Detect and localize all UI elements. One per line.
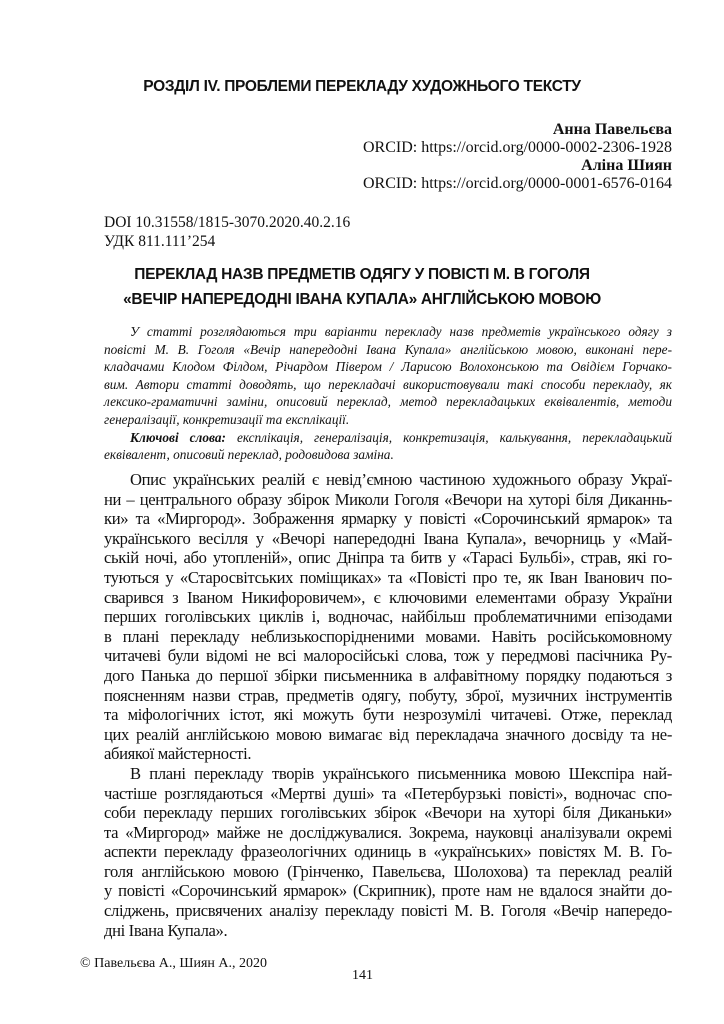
text-line: дні Івана Купала». (104, 920, 228, 940)
keywords-line (104, 429, 672, 447)
text-line: в плані перекладу неблизькоспорідненими мовами. Навіть російськомовному (104, 626, 672, 646)
keywords-text: експлікація, генералізація, конкретизація, калькування, перекладацький (225, 429, 672, 445)
abstract-line: генералізації, конкретизації та експлікації. (104, 411, 350, 427)
text-line: ській ночі, або утопленій», опис Дніпра та битв у «Тарасі Бульбі», страв, які го- (104, 548, 672, 568)
text-line: ни – центрального образу збірок Миколи Гоголя «Вечори на хуторі біля Диканнь- (104, 489, 672, 509)
page-number: 141 (352, 968, 373, 983)
doi-block (104, 213, 350, 251)
text-line: дого Панька до першої збірки письменника в алфавітному порядку подаються з (104, 665, 672, 685)
text-line: українського весілля у «Вечорі напередодні Івана Купала», вечорниць у «Май- (104, 528, 672, 548)
text-line: сварився з Іваном Никифоровичем», є ключовими елементами образу України (104, 587, 672, 607)
article-title (0, 262, 724, 312)
section-title: РОЗДІЛ IV. ПРОБЛЕМИ ПЕРЕКЛАДУ ХУДОЖНЬОГО ТЕКСТУ (143, 78, 581, 95)
text-line: читачеві були відомі не всі малоросійські слова, тож у передмові пасічника Ру- (104, 646, 672, 666)
keywords-line: еквівалент, описовий переклад, родовидова заміна. (104, 447, 394, 463)
paragraph-1 (104, 470, 672, 764)
text-line: соби перекладу перших гоголівських збірок «Вечори на хуторі біля Диканьки» (104, 803, 672, 823)
author-name: Анна Павельєва (552, 121, 672, 138)
abstract-line: У статті розглядаються три варіанти перекладу назв предметів українського одягу з (130, 324, 672, 339)
title-line: «ВЕЧІР НАПЕРЕДОДНІ ІВАНА КУПАЛА» АНГЛІЙСЬКОЮ МОВОЮ (123, 291, 601, 308)
keywords-label: Ключові слова: (130, 429, 226, 445)
text-line: та міфологічних істот, які можуть бути незрозумілі читачеві. Отже, переклад (104, 705, 672, 725)
abstract-line: повісті М. В. Гоголя «Вечір напередодні Івана Купала» англійською мовою, виконані пере- (104, 341, 672, 357)
abstract-line: кладачами Клодом Філдом, Річардом Півером / Ларисою Волохонською та Овідієм Горчако- (104, 359, 672, 375)
author-block (363, 121, 672, 193)
text-line: туються у «Старосвітських поміщиках» та «Повісті про те, як Іван Іванович по- (104, 567, 672, 587)
copyright: © Павельєва А., Шиян А., 2020 (80, 956, 267, 971)
author-orcid: ORCID: https://orcid.org/0000-0001-6576-0164 (362, 175, 672, 192)
doi: DOI 10.31558/1815-3070.2020.40.2.16 (104, 214, 351, 231)
text-line: цих реалій англійською мовою вимагає від перекладача значного досвіду та не- (104, 724, 672, 744)
text-line: та «Миргород» майже не досліджувалися. Зокрема, науковці аналізували окремі (104, 822, 672, 842)
text-line: частіше розглядаються «Мертві душі» та «Петербурзькі повісті», водночас спо- (104, 783, 672, 803)
text-line: поясненням назви страв, предметів одягу, побуту, зброї, музичних інструментів (104, 685, 672, 705)
author-name: Аліна Шиян (581, 157, 672, 174)
abstract (104, 323, 672, 464)
paragraph-2 (104, 764, 672, 940)
text-line: абиякої майстерності. (104, 744, 252, 764)
title-line: ПЕРЕКЛАД НАЗВ ПРЕДМЕТІВ ОДЯГУ У ПОВІСТІ М. В ГОГОЛЯ (134, 266, 590, 283)
text-line: перших гоголівських циклів і, водночас, найбільш проблематичними епізодами (104, 607, 672, 627)
udk: УДК 811.111’254 (104, 233, 216, 250)
text-line: сліджень, присвячених аналізу перекладу повісті М. В. Гоголя «Вечір напередо- (104, 901, 672, 921)
author-orcid: ORCID: https://orcid.org/0000-0002-2306-1928 (362, 139, 672, 156)
body-text (104, 470, 672, 940)
abstract-line: лексико-граматичні заміни, описовий переклад, метод перекладацьких еквівалентів, методи (104, 394, 672, 410)
text-line: аспекти перекладу фразеологічних одиниць в «українських» повістях М. В. Го- (104, 842, 672, 862)
abstract-line: вим. Автори статті доводять, що перекладачі використовували такі способи перекладу, як (104, 376, 672, 392)
text-line: голя англійською мовою (Грінченко, Павельєва, Шолохова) та переклад реалій (104, 861, 672, 881)
text-line: Опис українських реалій є невід’ємною частиною художнього образу Украї- (130, 470, 672, 489)
text-line: у повісті «Сорочинський ярмарок» (Скрипник), проте нам не вдалося знайти до- (104, 881, 672, 901)
text-line: ки» та «Миргород». Зображення ярмарку у повісті «Сорочинський ярмарок» та (104, 509, 672, 529)
text-line: В плані перекладу творів українського письменника мовою Шекспіра най- (130, 763, 672, 783)
